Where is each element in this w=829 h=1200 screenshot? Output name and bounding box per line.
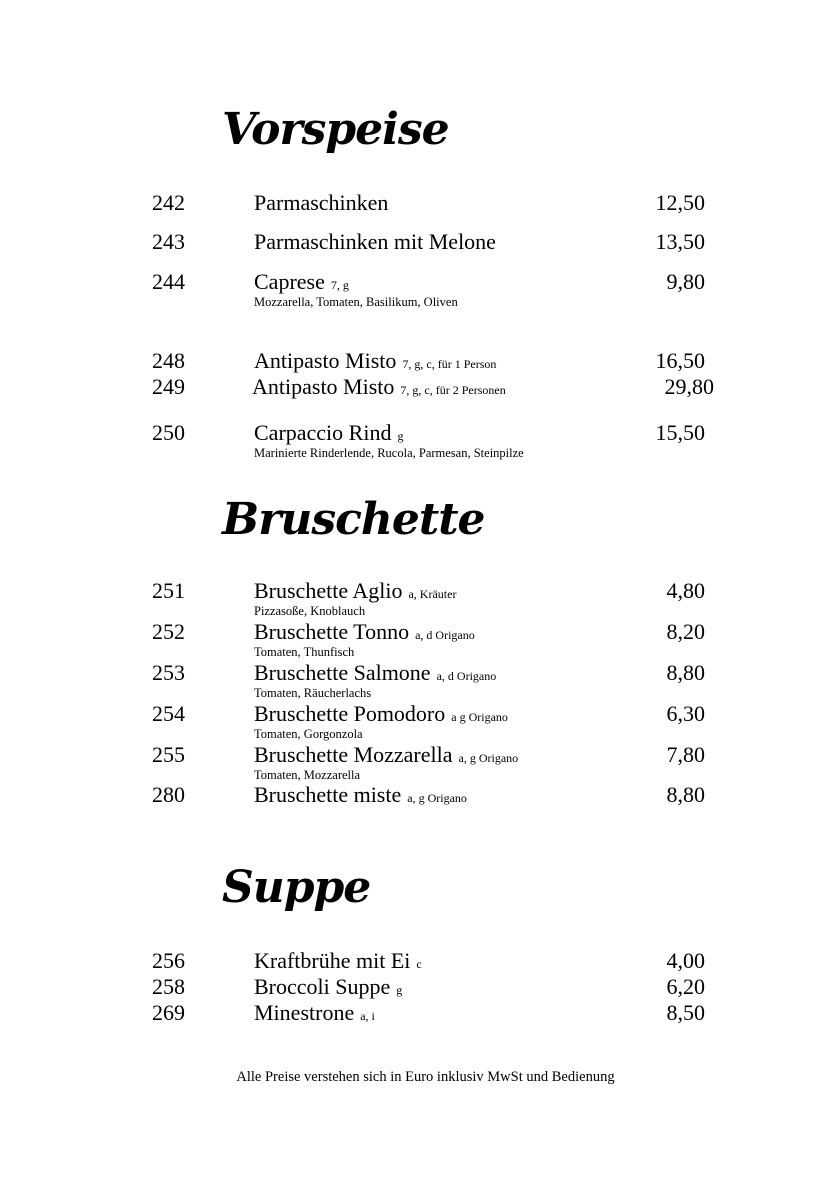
item-name-group: [254, 948, 422, 974]
item-price: 4,80: [666, 578, 705, 603]
item-allergens: g: [397, 429, 404, 443]
item-number: 258: [152, 974, 185, 999]
item-description: Tomaten, Mozzarella: [254, 768, 361, 782]
item-name: Parmaschinken: [254, 190, 389, 215]
item-allergens: a g Origano: [451, 710, 508, 724]
item-name: Minestrone: [254, 1000, 355, 1025]
item-number: 243: [152, 229, 185, 254]
item-name-group: [254, 660, 496, 686]
item-description: Pizzasoße, Knoblauch: [254, 604, 366, 618]
item-allergens: a, g Origano: [407, 791, 467, 805]
item-number: 269: [152, 1000, 185, 1025]
item-name: Caprese: [254, 269, 325, 294]
item-number: 254: [152, 701, 185, 726]
item-name-group: [254, 742, 518, 768]
item-name: Bruschette Mozzarella: [254, 742, 453, 767]
item-name: Bruschette Tonno: [254, 619, 410, 644]
item-price: 29,80: [664, 374, 714, 399]
item-allergens: 7, g, c, für 2 Personen: [400, 383, 506, 397]
section-title-bruschette: Bruschette: [222, 494, 485, 545]
item-name: Bruschette Aglio: [254, 578, 403, 603]
item-name-group: [254, 269, 349, 295]
item-name-group: [254, 701, 508, 727]
item-name-group: [254, 974, 402, 1000]
section-title-vorspeise: Vorspeise: [222, 104, 449, 155]
item-allergens: a, i: [360, 1009, 375, 1023]
item-price: 16,50: [655, 348, 705, 373]
item-description: Tomaten, Thunfisch: [254, 645, 355, 659]
item-allergens: a, Kräuter: [408, 587, 457, 601]
item-name: Parmaschinken mit Melone: [254, 229, 496, 254]
item-name-group: [254, 1000, 375, 1026]
item-name: Bruschette Salmone: [254, 660, 431, 685]
item-name-group: [254, 578, 456, 604]
item-name-group: [252, 374, 506, 400]
item-description: Marinierte Rinderlende, Rucola, Parmesan, Steinpilze: [254, 446, 524, 460]
item-allergens: 7, g: [330, 278, 349, 292]
item-number: 250: [152, 420, 185, 445]
item-number: 251: [152, 578, 185, 603]
item-price: 6,20: [666, 974, 705, 999]
item-allergens: g: [396, 983, 403, 997]
item-name-group: [254, 348, 496, 374]
item-price: 8,80: [666, 660, 705, 685]
item-name: Carpaccio Rind: [254, 420, 392, 445]
item-description: Tomaten, Gorgonzola: [254, 727, 363, 741]
item-description: Mozzarella, Tomaten, Basilikum, Oliven: [254, 295, 458, 309]
item-price: 13,50: [655, 229, 705, 254]
item-price: 7,80: [666, 742, 705, 767]
item-number: 280: [152, 782, 185, 807]
item-price: 8,20: [666, 619, 705, 644]
item-number: 248: [152, 348, 185, 373]
section-title-suppe: Suppe: [222, 862, 371, 913]
item-number: 256: [152, 948, 185, 973]
item-name: Antipasto Misto: [252, 374, 395, 399]
price-footnote: Alle Preise verstehen sich in Euro inklusiv MwSt und Bedienung: [236, 1069, 615, 1085]
item-allergens: a, d Origano: [415, 628, 475, 642]
item-number: 253: [152, 660, 185, 685]
item-number: 242: [152, 190, 185, 215]
item-number: 249: [152, 374, 185, 399]
item-number: 244: [152, 269, 185, 294]
item-allergens: a, g Origano: [458, 751, 519, 765]
item-price: 12,50: [655, 190, 705, 215]
item-name: Bruschette Pomodoro: [254, 701, 446, 726]
item-price: 8,80: [666, 782, 705, 807]
item-number: 255: [152, 742, 185, 767]
item-name: Kraftbrühe mit Ei: [254, 948, 411, 973]
item-price: 8,50: [666, 1000, 705, 1025]
item-name-group: [254, 619, 475, 645]
item-price: 6,30: [666, 701, 705, 726]
item-price: 4,00: [666, 948, 705, 973]
item-price: 9,80: [666, 269, 705, 294]
item-name: Broccoli Suppe: [254, 974, 391, 999]
item-name: Bruschette miste: [254, 782, 402, 807]
item-allergens: 7, g, c, für 1 Person: [402, 357, 497, 371]
item-price: 15,50: [655, 420, 705, 445]
item-name-group: [254, 420, 403, 446]
item-name: Antipasto Misto: [254, 348, 397, 373]
item-name-group: [254, 782, 467, 808]
item-allergens: a, d Origano: [436, 669, 497, 683]
item-number: 252: [152, 619, 185, 644]
item-allergens: c: [416, 957, 422, 971]
item-description: Tomaten, Räucherlachs: [254, 686, 372, 700]
